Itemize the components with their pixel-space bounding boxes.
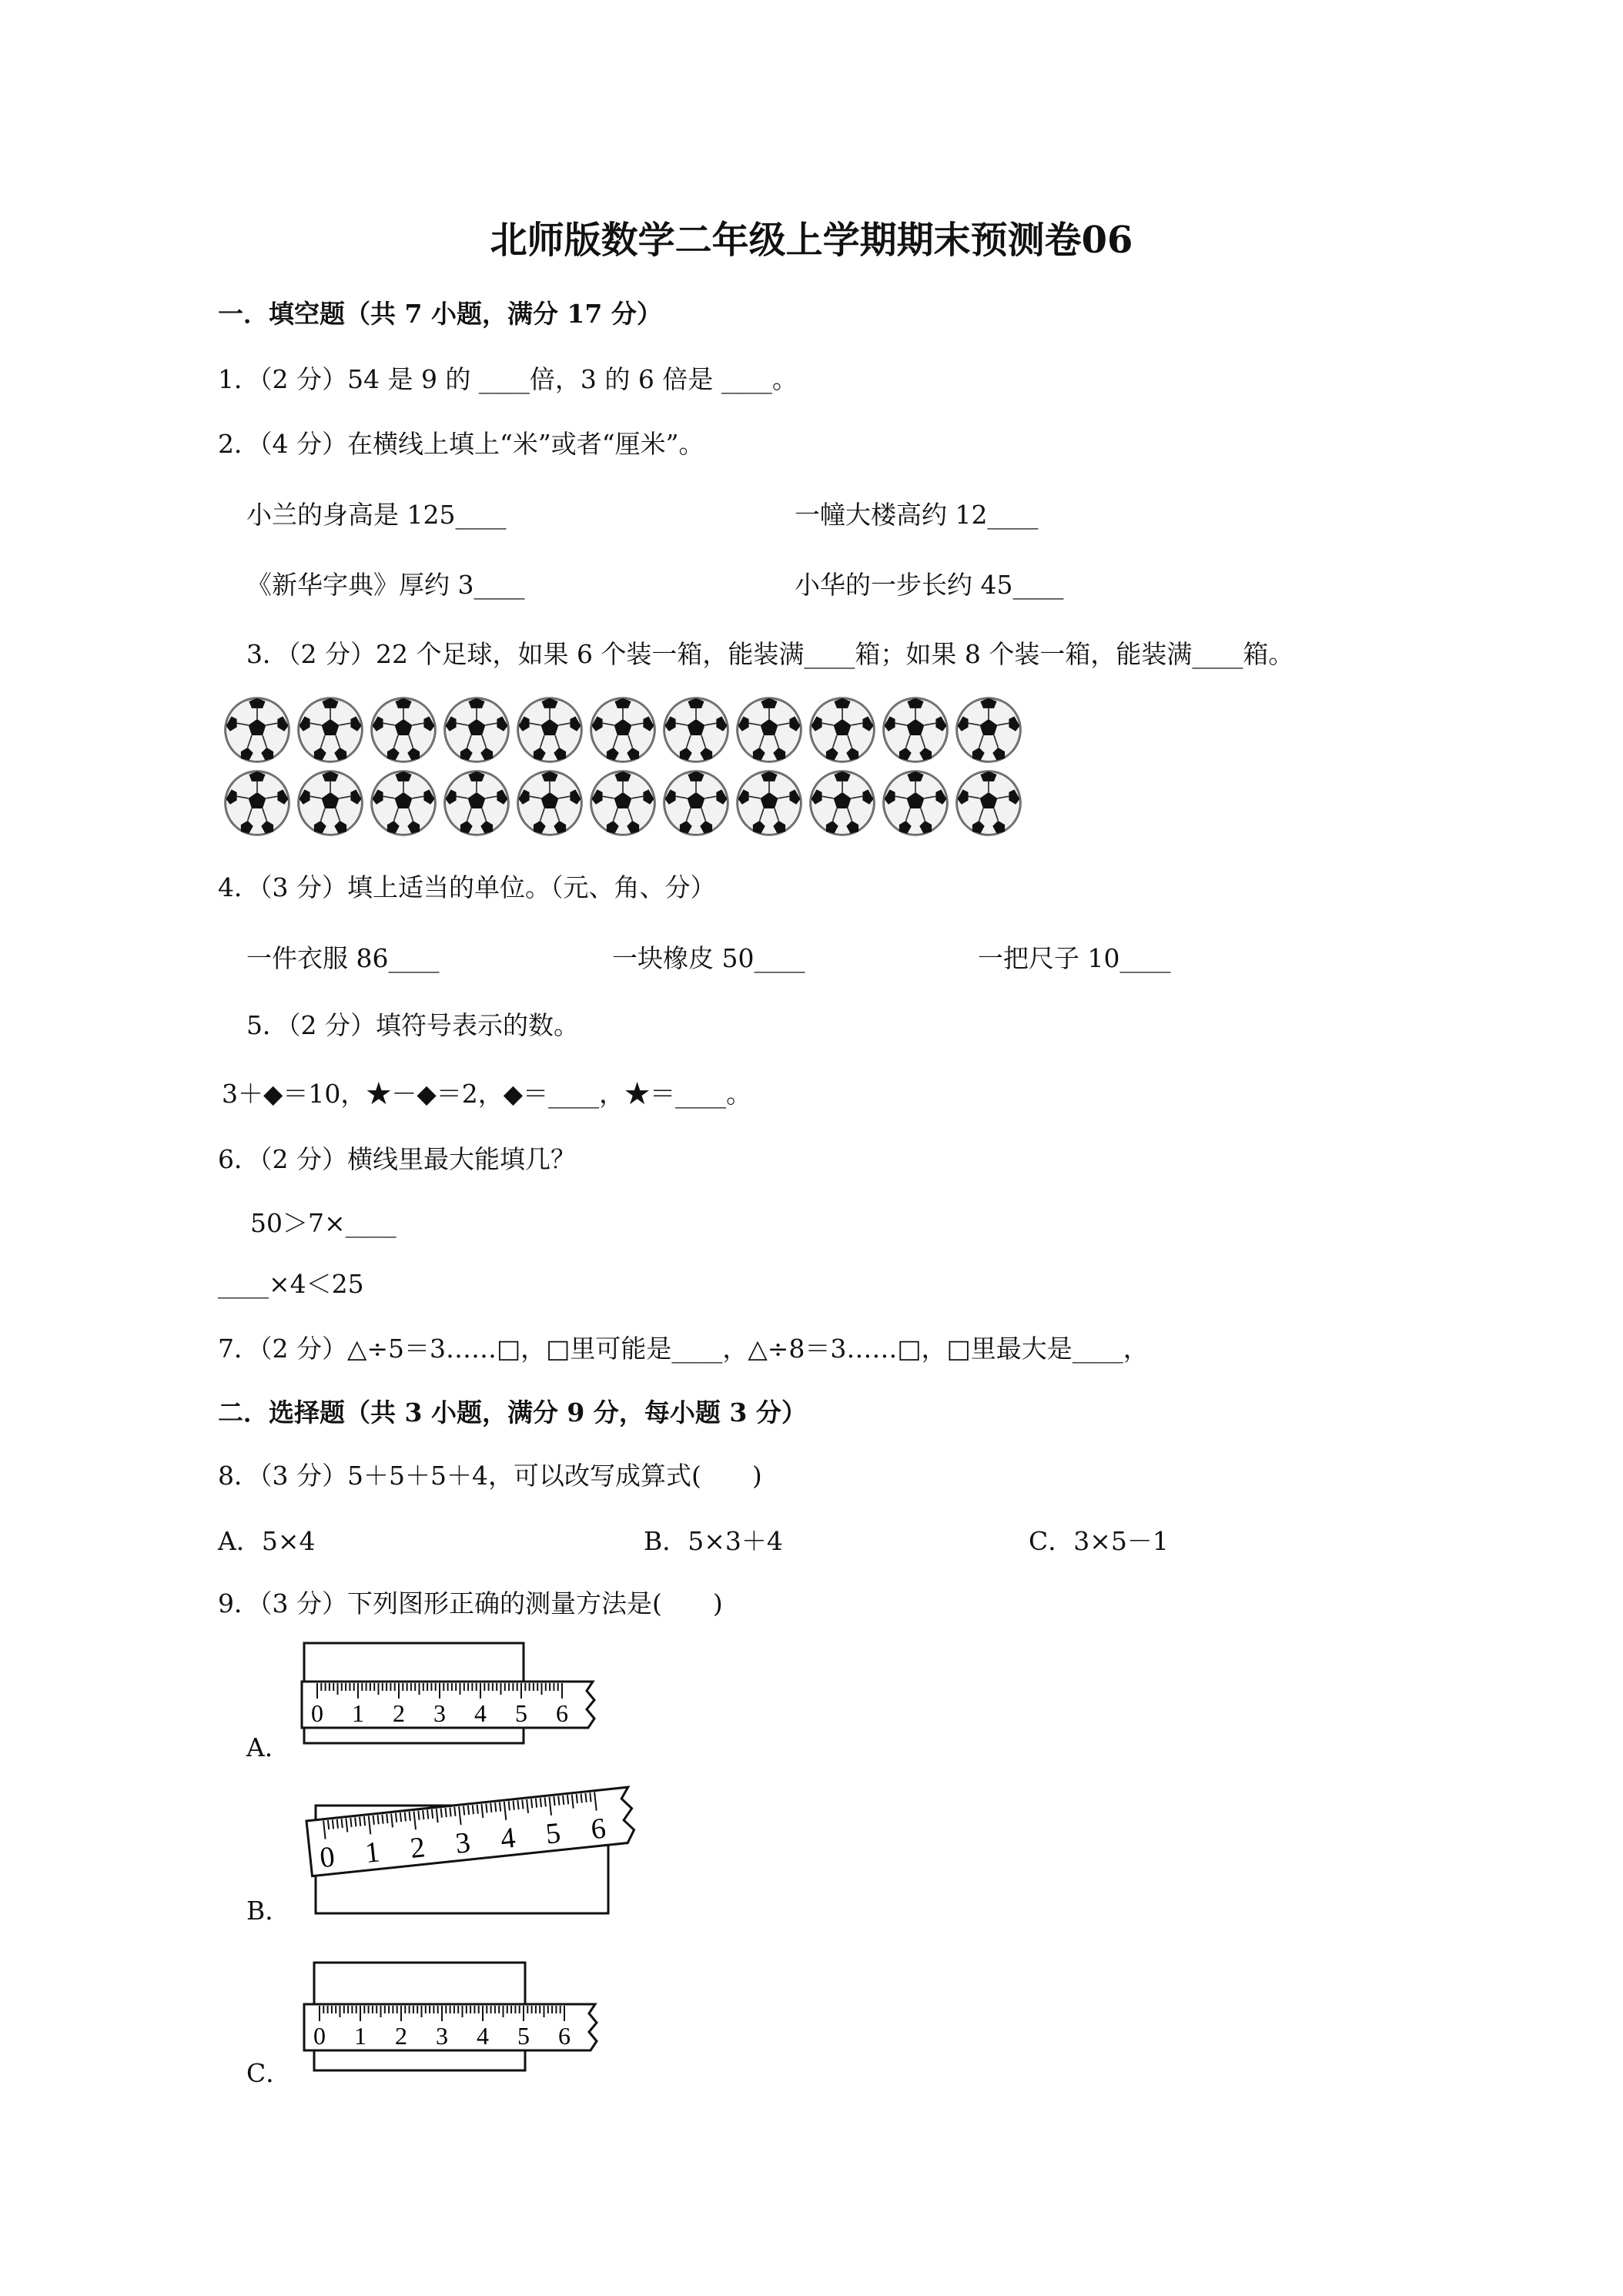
soccer-ball-icon	[370, 769, 437, 837]
ruler-tick	[396, 1813, 397, 1822]
section-1-heading: 一．填空题（共 7 小题，满分 17 分）	[218, 299, 662, 329]
ruler-number: 6	[589, 1812, 607, 1846]
q4-item-ruler: 一把尺子 10____	[978, 943, 1171, 973]
q6-line-2: ____×4＜25	[218, 1269, 364, 1299]
soccer-ball-icon	[955, 696, 1022, 764]
q2-item-building: 一幢大楼高约 12____	[795, 500, 1039, 530]
ruler-number: 0	[313, 2022, 326, 2050]
ruler-tick	[581, 1794, 582, 1803]
ruler-number: 3	[436, 2022, 448, 2050]
soccer-ball-icon	[735, 769, 803, 837]
ruler-tick	[328, 1820, 329, 1829]
ruler-number: 2	[408, 1831, 427, 1865]
ruler-number: 4	[474, 1699, 487, 1727]
q2-item-step: 小华的一步长约 45____	[795, 570, 1064, 600]
ruler-number: 4	[499, 1821, 517, 1856]
q6-line-1: 50＞7×____	[250, 1208, 397, 1238]
ruler-number: 2	[393, 1699, 405, 1727]
ruler-c	[304, 2004, 597, 2050]
ruler-tick	[531, 1799, 532, 1808]
ruler-number: 0	[318, 1840, 336, 1875]
question-3: 3．（2 分）22 个足球，如果 6 个装一箱，能装满____箱；如果 8 个装一箱，能装满____箱。	[246, 639, 1294, 669]
ruler-tick	[558, 1796, 559, 1806]
ruler-tick	[540, 1798, 541, 1807]
ruler-tick	[585, 1793, 586, 1802]
ruler-tick	[522, 1800, 523, 1809]
ruler-number: 3	[433, 1699, 446, 1727]
q5-expression: 3＋◆＝10，★－◆＝2，◆＝____，★＝____。	[222, 1079, 752, 1109]
soccer-ball-icon	[443, 696, 510, 764]
q8-option-b: B．5×3＋4	[644, 1526, 783, 1556]
ruler-tick	[418, 1811, 419, 1820]
question-1: 1．（2 分）54 是 9 的 ____倍，3 的 6 倍是 ____。	[218, 364, 798, 394]
question-6: 6．（2 分）横线里最大能填几？	[218, 1144, 576, 1174]
question-2: 2．（4 分）在横线上填上“米”或者“厘米”。	[218, 429, 704, 459]
soccer-ball-icon	[808, 696, 876, 764]
q9-option-a-label: A．	[246, 1732, 290, 1762]
ruler-tick	[486, 1803, 487, 1812]
soccer-ball-icon	[370, 696, 437, 764]
soccer-ball-icon	[516, 769, 584, 837]
ruler-tick	[495, 1802, 496, 1812]
ruler-number: 3	[453, 1826, 472, 1860]
question-8: 8．（3 分）5＋5＋5＋4，可以改写成算式( )	[218, 1461, 762, 1491]
q4-item-clothes: 一件衣服 86____	[246, 943, 440, 973]
soccer-ball-icon	[882, 696, 949, 764]
q8-option-c: C．3×5－1	[1029, 1526, 1169, 1556]
soccer-ball-icon	[662, 769, 730, 837]
ruler-tick	[473, 1805, 474, 1814]
soccer-ball-icon	[662, 696, 730, 764]
q4-item-eraser: 一块橡皮 50____	[612, 943, 805, 973]
ruler-tick	[378, 1815, 379, 1824]
q9-option-c-label: C．	[246, 2058, 292, 2088]
ruler-tick	[509, 1801, 510, 1810]
ruler-tick	[454, 1807, 455, 1816]
ruler-tick	[567, 1795, 568, 1804]
ruler-number: 5	[517, 2022, 530, 2050]
ruler-tick	[432, 1809, 433, 1819]
soccer-balls-row-2	[223, 769, 1022, 837]
ruler-tick	[373, 1816, 374, 1825]
q9-figure-c	[300, 1960, 608, 2075]
soccer-ball-icon	[296, 769, 364, 837]
soccer-ball-icon	[443, 769, 510, 837]
ruler-number: 0	[311, 1699, 323, 1727]
ruler-tick	[441, 1809, 442, 1818]
question-9: 9．（3 分）下列图形正确的测量方法是( )	[218, 1588, 723, 1618]
q2-item-height: 小兰的身高是 125____	[246, 500, 507, 530]
soccer-ball-icon	[955, 769, 1022, 837]
ruler-tick	[364, 1816, 365, 1826]
ruler-tick	[517, 1800, 518, 1809]
page-title: 北师版数学二年级上学期期末预测卷06	[490, 219, 1133, 262]
ruler-tick	[427, 1810, 428, 1819]
ruler-number: 6	[556, 1699, 568, 1727]
ruler-tick	[342, 1819, 343, 1828]
ruler-tick	[400, 1812, 401, 1822]
ruler-tick	[563, 1796, 564, 1805]
ruler-tick	[337, 1819, 338, 1829]
ruler-number: 6	[558, 2022, 571, 2050]
ruler-number: 2	[395, 2022, 407, 2050]
soccer-ball-icon	[223, 769, 291, 837]
ruler-tick	[477, 1805, 478, 1814]
q8-option-a: A．5×4	[218, 1526, 316, 1556]
ruler-tick	[468, 1806, 469, 1815]
ruler-a	[302, 1682, 594, 1728]
soccer-ball-icon	[589, 769, 657, 837]
section-2-heading: 二．选择题（共 3 小题，满分 9 分，每小题 3 分）	[218, 1397, 807, 1427]
ruler-tick	[545, 1797, 546, 1806]
question-4: 4．（3 分）填上适当的单位。（元、角、分）	[218, 872, 716, 902]
ruler-number: 1	[352, 1699, 364, 1727]
soccer-ball-icon	[882, 769, 949, 837]
ruler-tick	[490, 1803, 491, 1812]
q2-item-dictionary: 《新华字典》厚约 3____	[246, 570, 525, 600]
ruler-number: 5	[515, 1699, 527, 1727]
soccer-ball-icon	[223, 696, 291, 764]
ruler-tick	[382, 1815, 383, 1824]
ruler-number: 1	[354, 2022, 366, 2050]
question-7: 7．（2 分）△÷5＝3……□，□里可能是____，△÷8＝3……□，□里最大是____，	[218, 1334, 1149, 1364]
soccer-ball-icon	[589, 696, 657, 764]
ruler-tick	[590, 1792, 591, 1802]
ruler-number: 5	[544, 1816, 563, 1851]
soccer-ball-icon	[516, 696, 584, 764]
question-5: 5．（2 分）填符号表示的数。	[246, 1010, 579, 1040]
q9-figure-a	[300, 1640, 608, 1748]
ruler-tick	[355, 1817, 356, 1826]
soccer-balls-row-1	[223, 696, 1022, 764]
ruler-number: 1	[363, 1836, 382, 1870]
ruler-tick	[350, 1818, 351, 1827]
soccer-ball-icon	[296, 696, 364, 764]
soccer-ball-icon	[735, 696, 803, 764]
soccer-ball-icon	[808, 769, 876, 837]
ruler-tick	[405, 1812, 406, 1822]
ruler-tick	[463, 1806, 464, 1816]
q9-option-b-label: B．	[246, 1896, 291, 1926]
ruler-tick	[446, 1808, 447, 1817]
q9-figure-b	[300, 1775, 647, 1921]
ruler-tick	[536, 1799, 537, 1808]
ruler-number: 4	[477, 2022, 489, 2050]
